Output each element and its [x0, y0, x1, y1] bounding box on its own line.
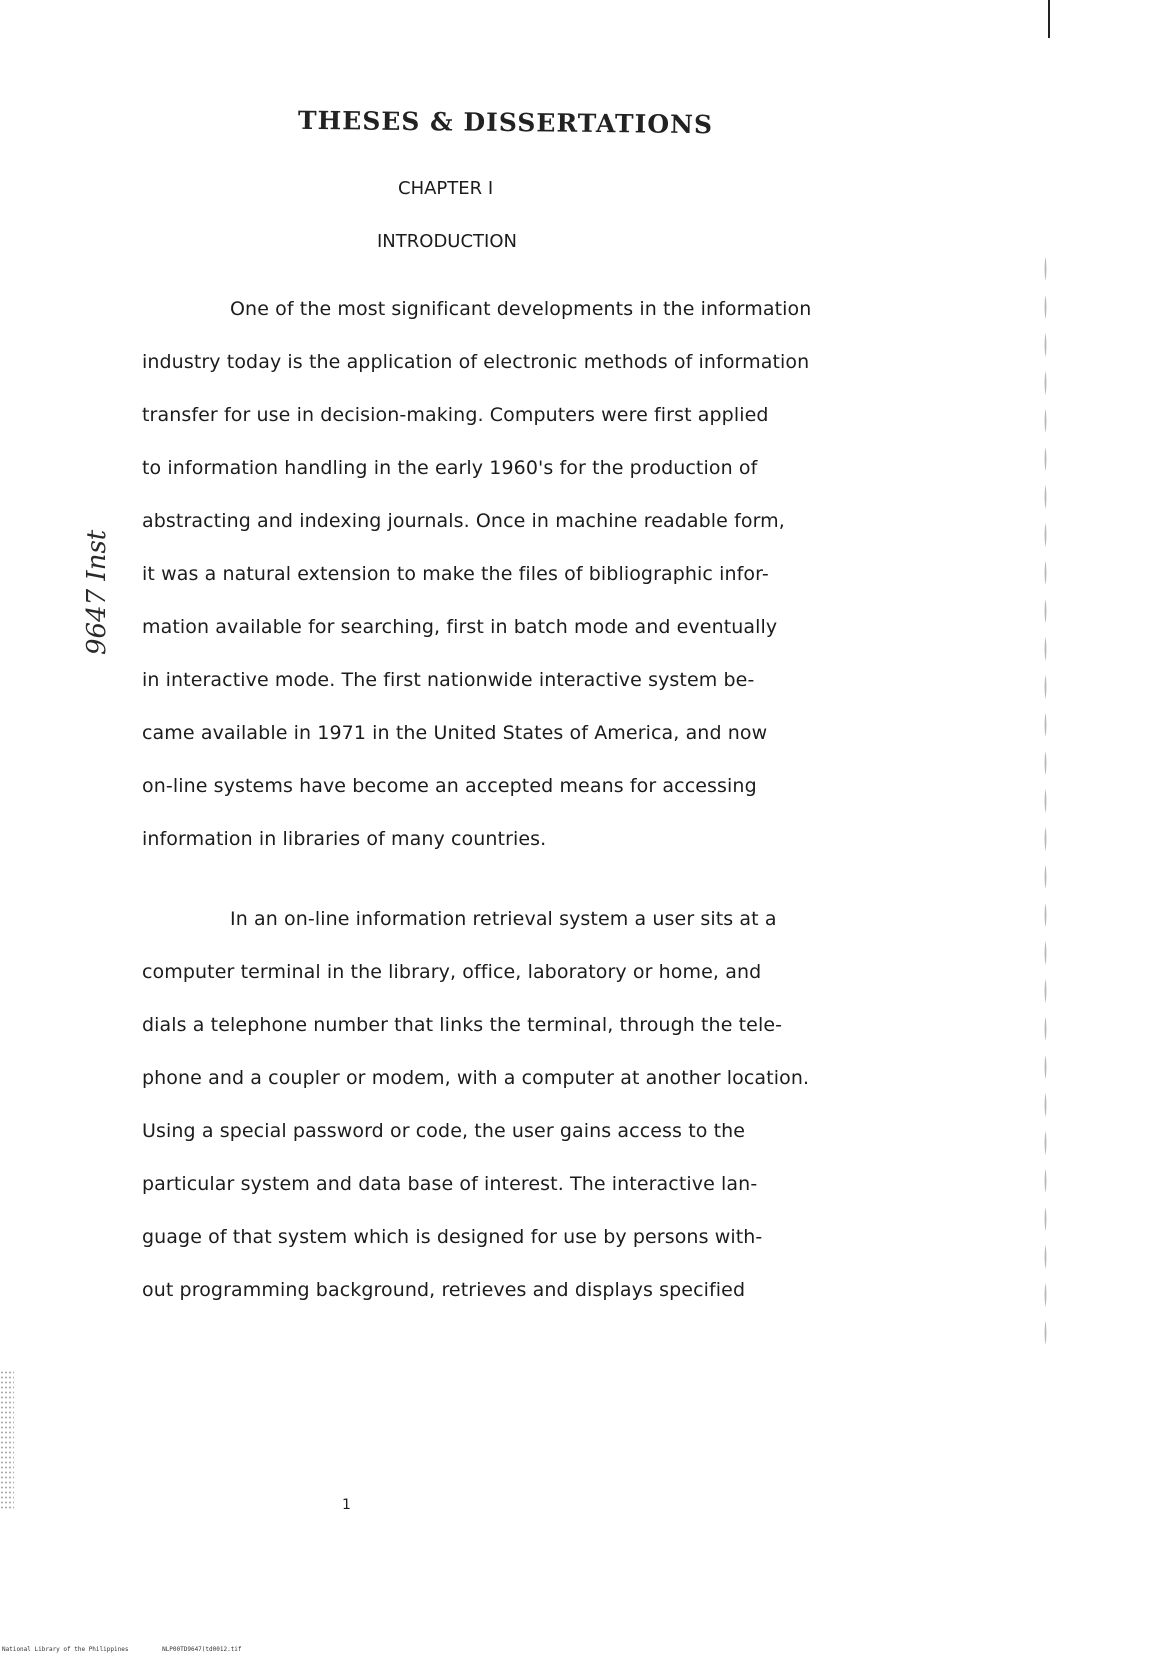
text-line: on-line systems have become an accepted means for accessing: [142, 775, 757, 797]
text-line: guage of that system which is designed for use by persons with-: [142, 1226, 763, 1248]
text-line: phone and a coupler or modem, with a computer at another location.: [142, 1067, 810, 1089]
theses-dissertations-stamp: THESES & DISSERTATIONS: [297, 105, 714, 140]
text-line: particular system and data base of interest. The interactive lan-: [142, 1173, 758, 1195]
text-line: industry today is the application of electronic methods of information: [142, 351, 810, 373]
text-line: computer terminal in the library, office, laboratory or home, and: [142, 961, 762, 983]
footer-library: National Library of the Philippines: [2, 1646, 129, 1653]
page-number: 1: [342, 1497, 351, 1513]
text-line: it was a natural extension to make the files of bibliographic infor-: [142, 563, 769, 585]
section-title: INTRODUCTION: [377, 231, 517, 252]
chapter-heading: CHAPTER I: [398, 178, 494, 199]
scan-edge-mark: [1048, 0, 1050, 38]
text-line: out programming background, retrieves and displays specified: [142, 1279, 746, 1301]
text-line: Using a special password or code, the user gains access to the: [142, 1120, 746, 1142]
text-line: to information handling in the early 1960's for the production of: [142, 457, 758, 479]
text-line: in interactive mode. The first nationwide interactive system be-: [142, 669, 755, 691]
scan-noise-left: [0, 1370, 14, 1510]
text-line: In an on-line information retrieval system a user sits at a: [230, 908, 777, 930]
text-line: transfer for use in decision-making. Computers were first applied: [142, 404, 769, 426]
text-line: One of the most significant developments in the information: [230, 298, 812, 320]
handwritten-margin-note: 9647 Inst: [82, 529, 112, 655]
text-line: came available in 1971 in the United States of America, and now: [142, 722, 768, 744]
text-line: abstracting and indexing journals. Once in machine readable form,: [142, 510, 785, 532]
scan-footer: [2, 1646, 272, 1653]
text-line: dials a telephone number that links the terminal, through the tele-: [142, 1014, 783, 1036]
text-line: mation available for searching, first in batch mode and eventually: [142, 616, 778, 638]
footer-file: NLP00TD9647(td0012.tif: [162, 1646, 242, 1653]
scan-noise-right: [1044, 250, 1047, 1350]
text-line: information in libraries of many countries.: [142, 828, 547, 850]
